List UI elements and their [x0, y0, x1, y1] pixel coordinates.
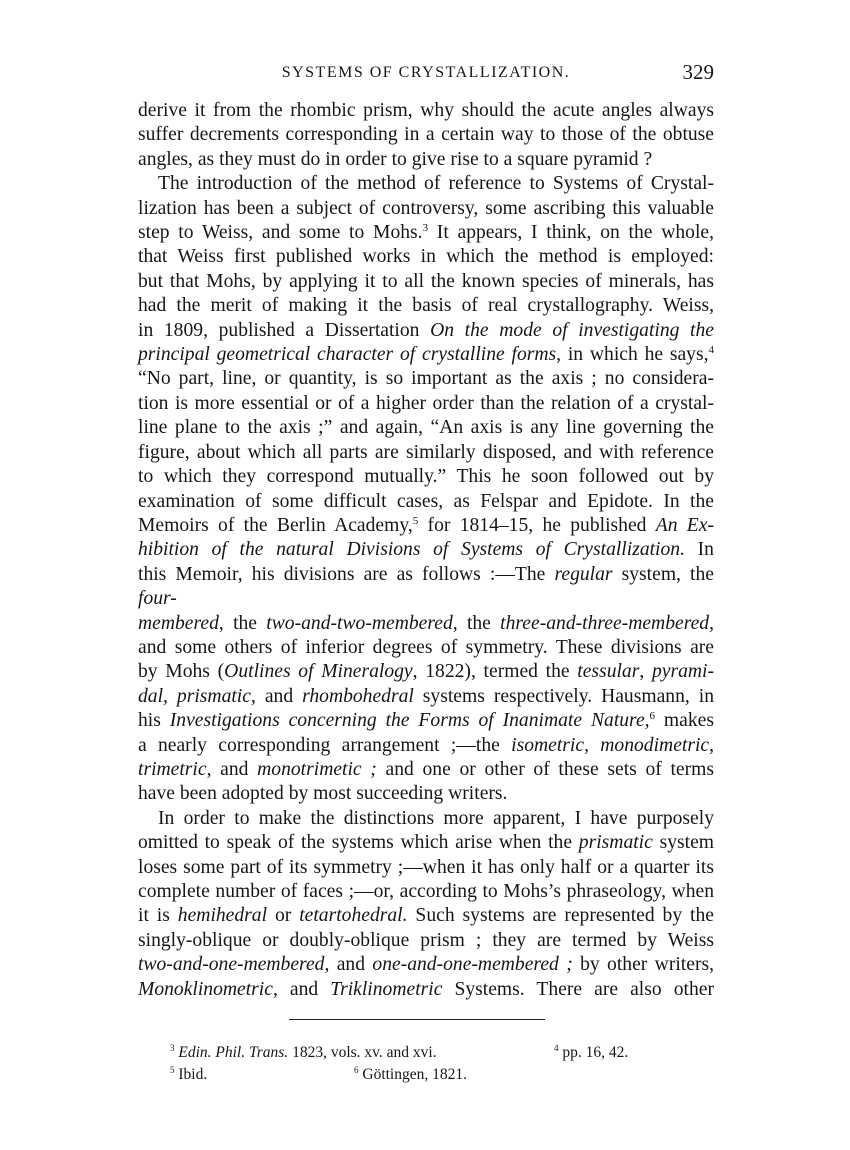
text-line: The introduction of the method of reference to Systems of Crystal-	[158, 173, 714, 195]
footnote-ref: 5	[412, 514, 419, 527]
footnote-ref: 4	[708, 344, 714, 357]
footnote-mark: 3	[170, 1043, 175, 1053]
page-number: 329	[682, 60, 714, 84]
text-line: derive it from the rhombic prism, why should the acute angles always	[138, 100, 714, 121]
text-line: examination of some difficult cases, as Felspar and Epidote. In the	[138, 490, 714, 512]
text-line: omitted to speak of the systems which arise when the prismatic system	[138, 832, 715, 854]
text-line: lization has been a subject of controversy, some ascribing this valuable	[138, 197, 714, 219]
text-line: this Memoir, his divisions are as follows :—The regular system, the four-	[138, 563, 714, 610]
text-line: angles, as they must do in order to give rise to a square pyramid ?	[138, 148, 653, 170]
footnote-divider	[289, 1019, 545, 1020]
text-line: complete number of faces ;—or, according to Mohs’s phraseology, when	[138, 881, 714, 902]
footnote: $^4$ pp. 16, 42.	[554, 1043, 629, 1061]
footnote-ref: 6	[649, 710, 656, 723]
text-line: trimetric, and monotrimetic ; and one or other of these sets of terms	[138, 758, 714, 780]
text-line: and some others of inferior degrees of symmetry. These divisions are	[138, 636, 714, 658]
text-line: two-and-one-membered, and one-and-one-membered ; by other writers,	[138, 954, 714, 976]
text-line: dal, prismatic, and rhombohedral systems respectively. Hausmann, in	[138, 685, 714, 707]
text-line: line plane to the axis ;” and again, “An axis is any line governing the	[138, 417, 714, 439]
text-line: membered, the two-and-two-membered, the three-and-three-membered,	[138, 612, 714, 634]
text-line: singly-oblique or doubly-oblique prism ; they are termed by Weiss	[138, 929, 714, 951]
text-line: have been adopted by most succeeding writers.	[138, 783, 508, 805]
footnote-mark: 4	[554, 1043, 559, 1053]
text-line: hibition of the natural Divisions of Systems of Crystallization. In	[138, 539, 714, 561]
footnote: $^3$ Edin. Phil. Trans. 1823, vols. xv. and xvi.	[170, 1043, 437, 1061]
text-line: it is hemihedral or tetartohedral. Such systems are represented by the	[138, 905, 714, 927]
footnote-mark: 5	[170, 1065, 175, 1075]
text-line: “No part, line, or quantity, is so important as the axis ; no considera-	[138, 368, 714, 390]
text-line: to which they correspond mutually.” This he soon followed out by	[138, 466, 714, 488]
text-line: that Weiss first published works in which the method is employed:	[138, 246, 714, 268]
text-line: tion is more essential or of a higher order than the relation of a crystal-	[138, 392, 714, 414]
footnote: $^6$ Göttingen, 1821.	[354, 1065, 467, 1083]
text-line: In order to make the distinctions more apparent, I have purposely	[158, 807, 714, 829]
text-line: loses some part of its symmetry ;—when it has only half or a quarter its	[138, 856, 714, 878]
text-line: a nearly corresponding arrangement ;—the isometric, monodimetric,	[138, 734, 715, 756]
body-text	[138, 99, 714, 1002]
footnote: $^5$ Ibid.	[170, 1065, 208, 1083]
footnote-ref: 3	[422, 222, 429, 235]
text-line: suffer decrements corresponding in a certain way to those of the obtuse	[138, 124, 714, 146]
running-title: SYSTEMS OF CRYSTALLIZATION.	[281, 64, 571, 81]
text-line: figure, about which all parts are similarly disposed, and with reference	[138, 441, 714, 463]
text-line: Memoirs of the Berlin Academy,$^5$ for 1814–15, he published An Ex-	[138, 514, 714, 536]
footnote-mark: 6	[354, 1065, 359, 1075]
text-line: his Investigations concerning the Forms of Inanimate Nature,$^6$ makes	[138, 710, 714, 732]
text-line: by Mohs (Outlines of Mineralogy, 1822), termed the tessular, pyrami-	[138, 661, 715, 683]
text-line: step to Weiss, and some to Mohs.$^3$ It appears, I think, on the whole,	[138, 222, 714, 244]
text-line: in 1809, published a Dissertation On the mode of investigating the	[138, 319, 714, 341]
text-line: had the merit of making it the basis of real crystallography. Weiss,	[138, 295, 714, 317]
text-line: but that Mohs, by applying it to all the known species of minerals, has	[138, 270, 714, 292]
running-header	[138, 60, 714, 88]
text-line: Monoklinometric, and Triklinometric Systems. There are also other	[138, 978, 714, 1000]
text-line: principal geometrical character of crystalline forms, in which he says,$^4$	[138, 344, 714, 366]
